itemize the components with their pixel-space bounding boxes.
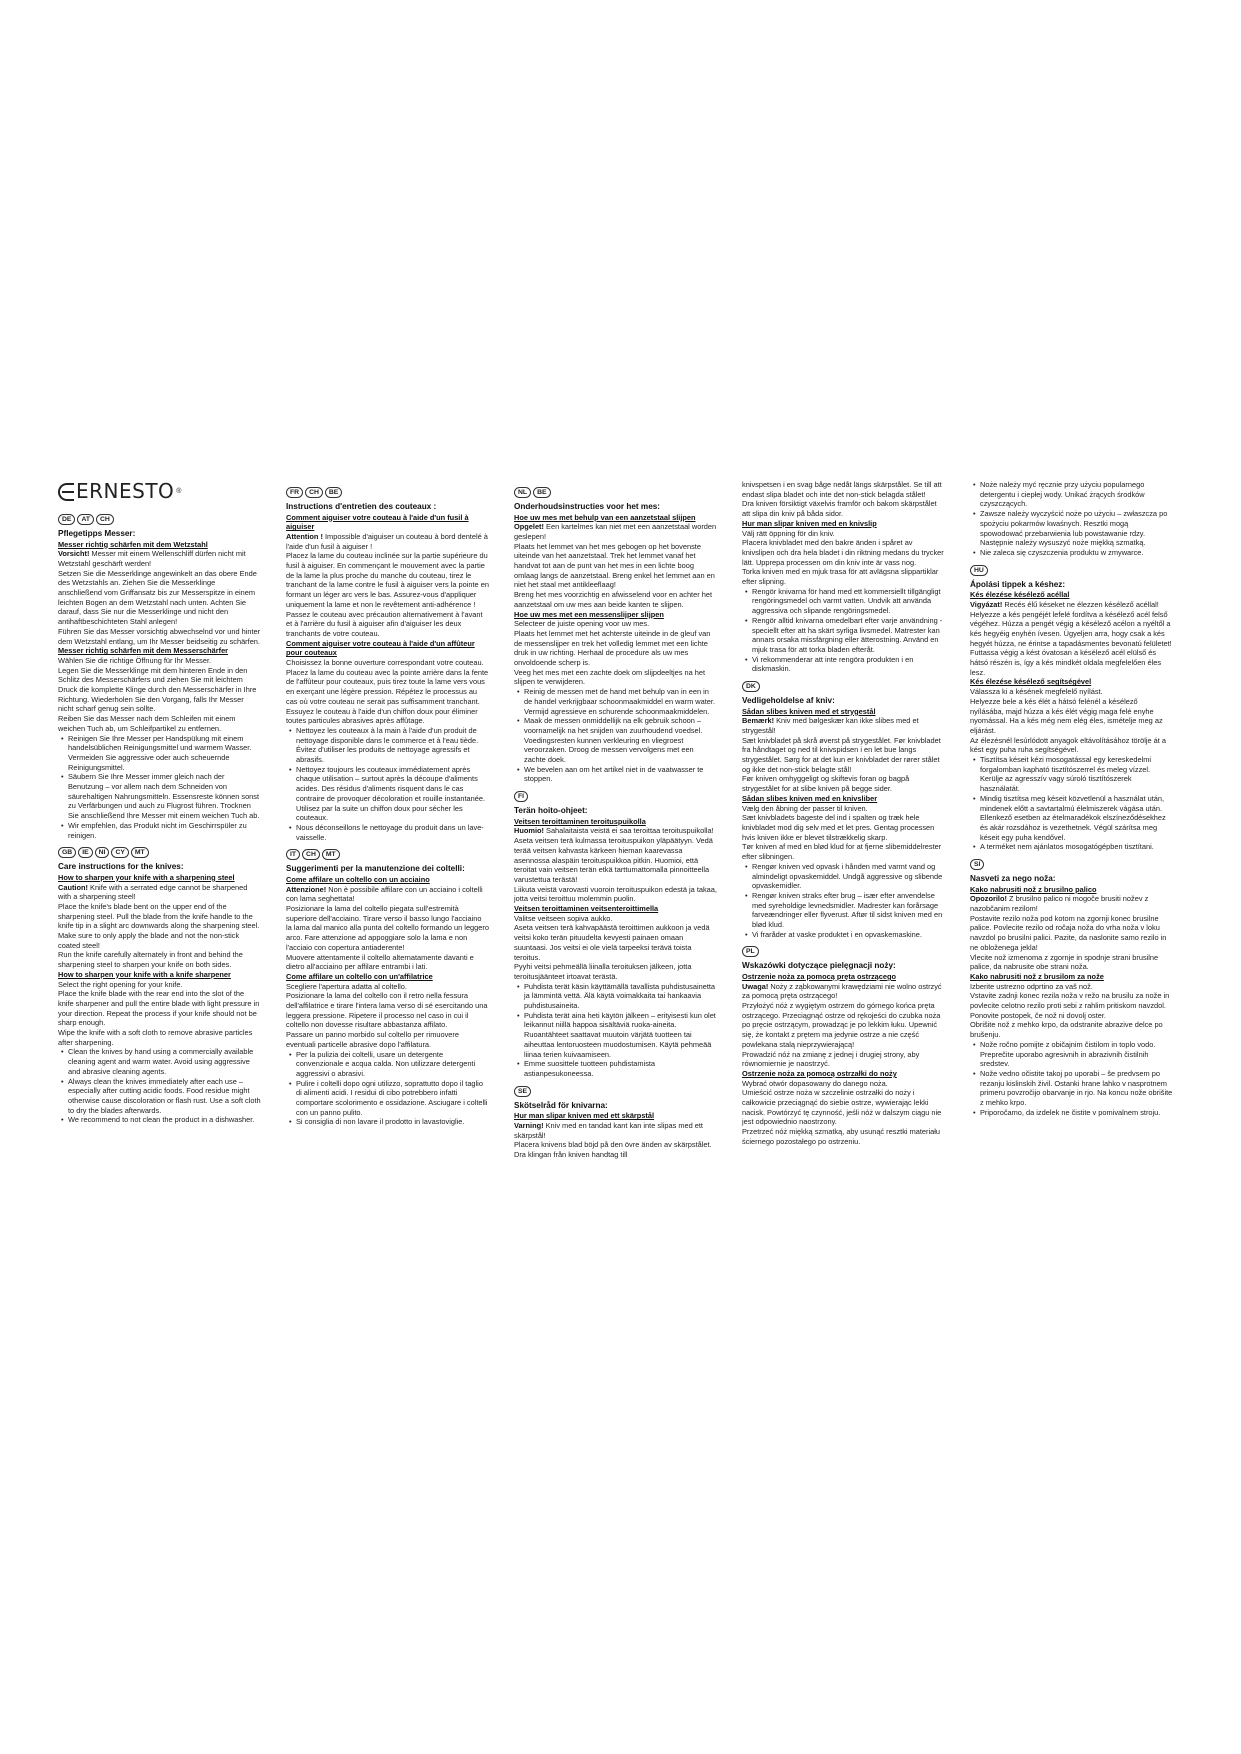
paragraph: Prowadzić nóż na zmianę z jednej i drugiej strony, aby równomiernie je naostrzyć. [742, 1049, 920, 1069]
subsection-heading: Come affilare un coltello con un acciaino [286, 874, 430, 884]
country-badge: MT [131, 847, 149, 858]
paragraph: Posizionare la lama del coltello con il retro nella fessura dell'affilatrice e tirare l'intera lama verso di sé esercitando una leggera pressione. Ripetere il processo nel caso in cui il coltello non dovesse risultare abbastanza affilato. [286, 991, 488, 1030]
bullet-item: • Vi rekommenderar att inte rengöra produkten i en diskmaskin. [742, 655, 945, 674]
section-title: Pflegetipps Messer: [58, 529, 136, 538]
paragraph [286, 885, 489, 904]
country-badge: NI [95, 847, 110, 858]
bullet-item: • Mindig tisztítsa meg késeit közvetlenül a használat után, mindenek előtt a savtartalmú élelmiszerek vágása után. Ellenkező esetben az ételmaradékok elszíneződésekhez és akár rozsdához is vezethetnek. Végül szárítsa meg késeit egy puha kendővel. [970, 794, 1173, 843]
bullet-item: • Wir empfehlen, das Produkt nicht im Geschirrspüler zu reinigen. [58, 821, 261, 840]
paragraph: Passare un panno morbido sul coltello per rimuovere eventuali particelle abrasive dopo l'affilatura. [286, 1030, 459, 1049]
country-badge: PL [742, 946, 759, 957]
paragraph: Futtassa végig a kést óvatosan a késélező acél elülső és hátsó részén is, így a kés mindkét oldala megfelelően éles lesz. [970, 648, 1162, 677]
caution-text: Knife with a serrated edge cannot be sharpened with a sharpening steel! [58, 882, 248, 902]
subsection-heading: Kés élezése késélező segítségével [970, 677, 1092, 687]
bullet-item: • Rengör alltid knivarna omedelbart efter varje användning - speciellt efter att ha skärt syrliga livsmedel. Matrester kan annars orsaka missfärgning eller ätterostning. Använd en mjuk trasa för att torka bladen efteråt. [742, 616, 945, 655]
paragraph: Placez la lame du couteau avec la pointe arrière dans la fente de l'affûteur pour couteaux, puis tirez toute la lame vers vous en exerçant une légère pression. Répétez le processus au cas où votre couteau ne serait pas suffisamment tranchant. [286, 667, 489, 706]
language-section [742, 681, 945, 939]
country-badge: CH [302, 849, 320, 860]
paragraph [58, 549, 261, 568]
paragraph: Aseta veitsen terä kahvapäästä teroittimen aukkoon ja vedä veitsi koko terän pituudelta kevyesti painaen omaan suuntaasi. Jos veitsi ei ole vielä tarpeeksi terävä toista teroitus. [514, 923, 710, 962]
section-title: Wskazówki dotyczące pielęgnacji noży: [742, 961, 896, 971]
paragraph: Select the right opening for your knife. [58, 979, 183, 989]
bullet-item: • Per la pulizia dei coltelli, usare un detergente convenzionale e acqua calda. Non utilizzare detergenti aggressivi o abrasivi. [286, 1050, 489, 1079]
country-badge: AT [77, 514, 94, 525]
caution-label: Varning! [514, 1120, 544, 1130]
paragraph: Plaats het lemmet met het achterste uiteinde in de gleuf van de messenslijper en trek het volledig lemmet met een lichte druk in uw richting. Herhaal de procedure als uw mes onvoldoende scherp is. [514, 628, 711, 668]
caution-text: Messer mit einem Wellenschliff dürfen nicht mit Wetzstahl geschärft werden! [58, 549, 246, 568]
country-badge: SI [970, 859, 984, 870]
country-badge: FR [286, 487, 303, 498]
bullet-item: • Clean the knives by hand using a commercially available cleaning agent and warm water. Avoid using aggressive and abrasive cleaning agents. [58, 1047, 261, 1076]
subsection-heading: Hur man slipar kniven med ett skärpstål [514, 1111, 655, 1121]
country-badge: GB [58, 847, 76, 858]
subsection-heading: Ostrzenie noża za pomocą ostrzałki do noży [742, 1068, 897, 1078]
bullet-item: • Si consiglia di non lavare il prodotto in lavastoviglie. [286, 1117, 489, 1127]
subsection-heading: Hoe uw mes met een messenslijper slijpen [514, 609, 664, 619]
country-badge: CY [111, 847, 128, 858]
caution-text: Kniv med bølgeskær kan ikke slibes med et strygestål! [742, 716, 919, 735]
paragraph: Før kniven omhyggeligt og skiftevis foran og bagpå strygestålet for at slibe kniven på begge sider. [742, 774, 910, 794]
column-4 [742, 480, 945, 1151]
section-title: Ápolási tippek a késhez: [970, 579, 1066, 589]
country-badge: NL [514, 487, 531, 498]
subsection-heading: Comment aiguiser votre couteau à l'aide d'un affûteur pour couteaux [286, 638, 475, 658]
country-badge: CH [96, 514, 114, 525]
country-badges [514, 487, 717, 500]
country-badge: FI [514, 791, 528, 802]
subsection-heading: Hur man slipar kniven med en knivslip [742, 518, 877, 528]
caution-label: Vorsicht! [58, 549, 90, 559]
bullet-item: • Reinigen Sie Ihre Messer per Handspülung mit einem handelsüblichen Reinigungsmittel und warmem Wasser. Vermeiden Sie aggressive oder auch scheuernde Reinigungsmittel. [58, 734, 261, 773]
caution-text: Sahalaitaista veistä ei saa teroittaa teroituspuikolla! [543, 826, 714, 836]
bullet-item: • Always clean the knives immediately after each use – especially after cutting acidic foods. Food residue might otherwise cause discoloration or flash rust. Use a soft cloth to dry the blades afterwards. [58, 1077, 261, 1116]
paragraph: Veeg het mes met een zachte doek om slijpdeeltjes na het slijpen te verwijderen. [514, 667, 706, 687]
country-badge: IE [78, 847, 92, 858]
subsection-heading: Kés élezése késélező acéllal [970, 590, 1070, 600]
bullet-item: • Puhdista terät aina heti käytön jälkeen – erityisesti kun olet leikannut niillä happoa sisältäviä ruoka-aineita. Ruoantähteet saattavat muutoin värjätä tuotteen tai aiheuttaa lentoruosteen muodostumisen. Käytä pehmeää liinaa terien kuivaamiseen. [514, 1011, 717, 1060]
paragraph: Válassza ki a késének megfelelő nyílást. [970, 687, 1103, 697]
subsection-heading: How to sharpen your knife with a knife sharpener [58, 969, 231, 979]
paragraph: Välj rätt öppning för din kniv. [742, 528, 835, 538]
paragraph: Aseta veitsen terä kulmassa teroituspuikon yläpäätyyn. Vedä terää veitsen kahvasta kärkeen hieman kaarevassa asennossa alaspäin teroituspuikkoa pitkin. Huomioi, että teroitat vain veitsen terän etkä tarttumattomalla pinnoitteella varustettua terästä! [514, 836, 713, 884]
paragraph: Torka kniven med en mjuk trasa för att avlägsna slippartiklar efter slipning. [742, 567, 939, 587]
section-title: Vedligeholdelse af kniv: [742, 696, 835, 706]
bullet-item: • Priporočamo, da izdelek ne čistite v pomivalnem stroju. [970, 1108, 1173, 1118]
subsection-heading: Veitsen teroittaminen teroituspuikolla [514, 816, 646, 826]
bullet-item: • Emme suosittele tuotteen puhdistamista astianpesukoneessa. [514, 1059, 717, 1078]
paragraph: Selecteer de juiste opening voor uw mes. [514, 619, 650, 629]
country-badge: BE [533, 487, 550, 498]
bullet-item: • Reinig de messen met de hand met behulp van in een in de handel verkrijgbaar schoonmaakmiddel en warm water. Vermijd agressieve en schurende schoonmaakmiddelen. [514, 687, 717, 716]
paragraph: Obrišite nož z mehko krpo, da odstranite abrazive delce po brušenju. [970, 1020, 1163, 1040]
bullet-item: • A terméket nem ajánlatos mosogatógépben tisztítani. [970, 842, 1173, 852]
bullet-item: • Rengør kniven straks efter brug – især efter anvendelse med syreholdige levnedsmidler. Madrester kan forårsage farveændringer eller flyverust. Aftør til sidst kniven med en blød klud. [742, 891, 945, 930]
language-section [286, 849, 489, 1127]
caution-text: Noży z ząbkowanymi krawędziami nie wolno ostrzyć za pomocą pręta ostrzącego! [742, 981, 942, 1001]
language-section [514, 1086, 717, 1160]
country-badge: DK [742, 681, 760, 692]
caution-label: Bemærk! [742, 716, 775, 726]
country-badge: HU [970, 565, 988, 576]
column-2 [286, 480, 489, 1131]
paragraph: Sæt knivbladet på skrå øverst på strygestålet. Før knivbladet fra håndtaget og ned til knivspidsen i en let bue langs strygestålet. Sørg for at det kun er knivbladet der rører stålet og ikke det non-stick belagte stål! [742, 735, 941, 774]
paragraph [742, 982, 945, 1001]
subsection-heading: Kako nabrusiti nož z brusilno palico [970, 884, 1097, 894]
paragraph: Izberite ustrezno odprtino za vaš nož. [970, 981, 1093, 991]
bullet-item: • Säubern Sie Ihre Messer immer gleich nach der Benutzung – vor allem nach dem Schneiden von säurehaltigen Nahrungsmitteln. Essensreste können sonst zu Verfärbungen und auch zu Flugrost führen. Trocknen Sie anschließend Ihre Messer mit einem weichen Tuch ab. [58, 772, 261, 821]
paragraph: Dra kniven försiktigt växelvis framför och bakom skärpstålet att slipa din kniv på båda sidor. [742, 499, 937, 519]
bullet-item: • Nettoyez toujours les couteaux immédiatement après chaque utilisation – surtout après la découpe d'aliments acides. Des résidus d'aliments risquent dans le cas contraire de provoquer décoloration et rouille instantanée. Utilisez par la suite un chiffon doux pour sécher les couteaux. [286, 765, 489, 823]
bullet-item: • Rengør kniven ved opvask i hånden med varmt vand og almindeligt opvaskemiddel. Undgå aggressive og slibende opvaskemidler. [742, 862, 945, 891]
paragraph: Reiben Sie das Messer nach dem Schleifen mit einem weichen Tuch ab, um Schleifpartikel zu entfernen. [58, 714, 236, 733]
paragraph [514, 522, 717, 541]
paragraph: Umieścić ostrze noża w szczelinie ostrzałki do noży i całkowicie przeciągnąć do siebie ostrze, wywierając lekki nacisk. Powtórzyć tę czynność, jeśli nóż w dalszym ciągu nie jest odpowiednio naostrzony. [742, 1088, 942, 1127]
caution-text: Z brusilno palico ni mogoče brusiti nožev z nazobčanim rezilom! [970, 894, 1149, 914]
country-badge: IT [286, 849, 300, 860]
language-section [514, 791, 717, 1078]
bullet-item: • Tisztítsa késeit kézi mosogatással egy kereskedelmi forgalomban kapható tisztítószerrel és meleg vízzel. Kerülje az agresszív vagy súroló tisztítószerek használatát. [970, 755, 1173, 794]
caution-label: Attenzione! [286, 884, 327, 894]
bullet-item: • Nože ročno pomijte z običajnim čistilom in toplo vodo. Preprečite uporabo agresivnih in abrazivnih čistilnih sredstev. [970, 1040, 1173, 1069]
caution-text: Kniv med en tandad kant kan inte slipas med ett skärpstål! [514, 1120, 703, 1140]
language-section [970, 565, 1173, 852]
bullet-item: • Nože vedno očistite takoj po uporabi – še predvsem po rezanju kislinskih živil. Ostanki hrane lahko v nasprotnem primeru povzročijo obarvanje in rjo. Na koncu nože obrišite z mehko krpo. [970, 1069, 1173, 1108]
paragraph: Vstavite zadnji konec rezila noža v režo na brusilu za nože in povlecite celotno rezilo proti sebi z rahlim pritiskom navzdol. Ponovite postopek, če nož ni dovolj oster. [970, 991, 1170, 1020]
bullet-item: • Vi fraråder at vaske produktet i en opvaskemaskine. [742, 930, 945, 940]
paragraph: Plaats het lemmet van het mes gebogen op het bovenste uiteinde van het aanzetstaal. Trek het lemmet vanaf het handvat tot aan de punt van het mes in een lichte boog omlaag langs de aanzetstaal. Breng enkel het lemmet aan en niet het staal met antikleeflaag! [514, 541, 715, 590]
language-section [742, 480, 945, 674]
paragraph [514, 826, 717, 836]
caution-text: Impossible d'aiguiser un couteau à bord dentelé à l'aide d'un fusil à aiguiser ! [286, 531, 488, 551]
paragraph: Breng het mes voorzichtig en afwisselend voor en achter het aanzetstaal om uw mes aan beide kanten te slijpen. [514, 590, 713, 609]
subsection-heading: Messer richtig schärfen mit dem Messerschärfer [58, 646, 229, 656]
country-badges [58, 514, 261, 527]
paragraph: Führen Sie das Messer vorsichtig abwechselnd vor und hinter dem Wetzstahl entlang, um Ihr Messer beidseitig zu schärfen. [58, 626, 261, 646]
section-title: Nasveti za nego noža: [970, 874, 1056, 884]
country-badges [58, 847, 261, 860]
country-badge: BE [325, 487, 342, 498]
section-title: Terän hoito-ohjeet: [514, 806, 588, 816]
section-title: Suggerimenti per la manutenzione dei coltelli: [286, 864, 465, 874]
country-badges [742, 946, 945, 959]
subsection-heading: Comment aiguiser votre couteau à l'aide d'un fusil à aiguiser [286, 512, 469, 532]
brand-name: ERNESTO [76, 479, 175, 504]
caution-label: Opgelet! [514, 522, 544, 532]
caution-label: Vigyázat! [970, 599, 1003, 609]
brand-logo [58, 480, 261, 504]
country-badges [970, 859, 1173, 872]
bullet-item: • We recommend to not clean the product in a dishwasher. [58, 1115, 261, 1125]
paragraph: Essuyez le couteau à l'aide d'un chiffon doux pour éliminer toutes particules abrasives après affûtage. [286, 706, 478, 726]
language-section [970, 480, 1173, 558]
caution-label: Attention ! [286, 531, 323, 541]
caution-text: Recés élű késeket ne élezzen késélező acéllal! [1002, 599, 1159, 609]
paragraph: Scegliere l'apertura adatta al coltello. [286, 981, 407, 991]
paragraph: Valitse veitseen sopiva aukko. [514, 913, 613, 923]
country-badge: DE [58, 514, 75, 525]
paragraph: Placez la lame du couteau inclinée sur la partie supérieure du fusil à aiguiser. En commençant le mouvement avec la partie de la lame la plus proche du manche du couteau, tirez le tranchant de la lame contre le fusil à aiguiser vers la pointe en formant un léger arc vers le bas. Assurez-vous d'appliquer uniquement la lame et non le revêtement anti-adhérence ! [286, 551, 489, 609]
paragraph: Postavite rezilo noža pod kotom na zgornji konec brusilne palice. Povlecite rezilo od ročaja noža do vrha noža v loku navzdol po brusilni palici. Pazite, da naslonite samo rezilo in ne obloženega jekla! [970, 913, 1167, 952]
language-section [58, 514, 261, 840]
bullet-item: • Nous déconseillons le nettoyage du produit dans un lave-vaisselle. [286, 823, 489, 842]
paragraph [58, 883, 261, 902]
paragraph: Vlecite nož izmenoma z zgornje in spodnje strani brusilne palice, da nabrusite obe strani noža. [970, 952, 1159, 972]
caution-label: Uwaga! [742, 981, 769, 991]
bullet-item: • Noże należy myć ręcznie przy użyciu popularnego detergentu i ciepłej wody. Unikać żrących środków czyszczących. [970, 480, 1173, 509]
bullet-item: • We bevelen aan om het artikel niet in de vaatwasser te stoppen. [514, 765, 717, 784]
paragraph [286, 532, 489, 551]
paragraph: Przyłożyć nóż z wygiętym ostrzem do górnego końca pręta ostrzącego. Przeciągnąć ostrze od rękojeści do czubka noża po pręcie ostrzącym, prowadząc je po lekkim łuku. Upewnić się, że kontakt z prętem ma jedynie ostrze a nie część powlekana stalą nieprzywierającą! [742, 1001, 941, 1049]
caution-label: Opozorilo! [970, 894, 1007, 904]
paragraph: Run the knife carefully alternately in front and behind the sharpening steel to sharpen your knife on both sides. [58, 950, 243, 970]
paragraph: Place the knife's blade bent on the upper end of the sharpening steel. Pull the blade from the knife handle to the knife tip in a slight arc downwards along the sharpening steel. Make sure to only apply the blade and not the non-stick coated steel! [58, 901, 260, 950]
paragraph: Wählen Sie die richtige Öffnung für Ihr Messer. [58, 655, 212, 665]
language-section [514, 487, 717, 784]
country-badges [514, 791, 717, 804]
country-badges [514, 1086, 717, 1099]
country-badge: MT [322, 849, 340, 860]
paragraph: Placera knivbladet med den bakre änden i spåret av knivslipen och dra hela bladet i din riktning medans du trycker lätt. Upprepa processen om din kniv inte är vass nog. [742, 538, 944, 567]
country-badges [286, 487, 489, 500]
bullet-item: • Zawsze należy wyczyścić noże po użyciu – zwłaszcza po spożyciu pokarmów kwaśnych. Resztki mogą spowodować przebarwienia lub powstawanie rdzy. Następnie należy wysuszyć noże miękką szmatką. [970, 509, 1173, 548]
paragraph: Posizionare la lama del coltello piegata sull'estremità superiore dell'acciaino. Tirare verso il basso lungo l'acciaino la lama dal manico alla punta del coltello formando un leggero arco. Fare attenzione ad appoggiare solo la lama e non l'acciaio con copertura antiaderente! [286, 904, 489, 952]
subsection-heading: Sådan slibes kniven med en knivsliber [742, 793, 878, 803]
brand-registered-mark: ® [176, 488, 182, 496]
subsection-heading: Hoe uw mes met behulp van een aanzetstaal slijpen [514, 512, 696, 522]
language-section [58, 847, 261, 1125]
paragraph: Choisissez la bonne ouverture correspondant votre couteau. [286, 658, 484, 668]
paragraph: Passez le couteau avec précaution alternativement à l'avant et à l'arrière du fusil à aiguiser afin d'aiguiser les deux tranchants de votre couteau. [286, 609, 483, 638]
section-title: Care instructions for the knives: [58, 862, 184, 872]
paragraph [970, 600, 1173, 610]
subsection-heading: Ostrzenie noża za pomocą pręta ostrzącego [742, 971, 897, 981]
paragraph: Az élezésnél lesúrlódott anyagok eltávolításához törölje át a kést egy puha ruha segítségével. [970, 735, 1166, 755]
paragraph: Helyezze bele a kés élét a hátsó felénél a késélező nyílásába, majd húzza a kés élét végig maga felé enyhe nyomással. Ha a kés még nem elég éles, ismételje meg az eljárást. [970, 696, 1163, 735]
subsection-heading: Messer richtig schärfen mit dem Wetzstahl [58, 539, 208, 549]
caution-text: Non è possibile affilare con un acciaino i coltelli con lama seghettata! [286, 884, 483, 904]
paragraph: Tør kniven af med en blød klud for at fjerne slibemiddelrester efter slibningen. [742, 842, 942, 862]
paragraph: knivspetsen i en svag båge nedåt längs skärpstålet. Se till att endast slipa bladet och inte det non-stick belagda stålet! [742, 480, 942, 499]
subsection-heading: Sådan slibes kniven med et strygestål [742, 706, 876, 716]
paragraph: Wybrać otwór dopasowany do danego noża. [742, 1078, 888, 1088]
column-1 [58, 480, 261, 1129]
paragraph: Setzen Sie die Messerklinge angewinkelt an das obere Ende des Wetzstahls an. Ziehen Sie die Messerklinge anschließend vom Griffansatz bis zur Messerspitze in einem leichten Bogen an dem Wetzstahl nach unten. Achten Sie darauf, dass Sie nur die Messerklinge und nicht den antihaftbeschichteten Stahl anlegen! [58, 568, 257, 627]
bullet-item: • Pulire i coltelli dopo ogni utilizzo, soprattutto dopo il taglio di alimenti acidi. I residui di cibo potrebbero infatti comportare scolorimento e ossidazione. Asciugare i coltelli con un panno pulito. [286, 1079, 489, 1118]
language-section [742, 946, 945, 1146]
country-badges [742, 681, 945, 694]
column-3 [514, 480, 717, 1164]
country-badge: SE [514, 1086, 531, 1097]
caution-label: Caution! [58, 882, 88, 892]
paragraph [514, 1121, 717, 1140]
paragraph: Vælg den åbning der passer til kniven. [742, 803, 868, 813]
paragraph: Helyezze a kés pengéjét lefelé fordítva a késélező acél felső végéhez. Húzza a pengét végig a késélező acélon a nyéltől a kés hegyéig enyhén ívesen. Ügyeljen arra, hogy csak a kés hegyét húzza, ne érintse a tapadásmentes bevonatú felületet! [970, 609, 1172, 648]
subsection-heading: Kako nabrusiti nož z brusilom za nože [970, 971, 1104, 981]
section-title: Onderhoudsinstructies voor het mes: [514, 502, 661, 511]
country-badges [286, 849, 489, 862]
paragraph: Legen Sie die Messerklinge mit dem hinteren Ende in den Schlitz des Messerschärfers und ziehen Sie mit leichtem Druck die komplette Klinge durch den Messerschärfer in Ihre Richtung. Wiederholen Sie den Vorgang, falls Ihr Messer nicht scharf genug sein sollte. [58, 665, 257, 714]
paragraph: Wipe the knife with a soft cloth to remove abrasive particles after sharpening. [58, 1028, 253, 1047]
paragraph: Sæt knivbladets bageste del ind i spalten og træk hele knivbladet mod dig selv med et let pres. Gentag processen hvis kniven ikke er blevet tilstrækkelig skarp. [742, 813, 935, 842]
bullet-item: • Maak de messen onmiddellijk na elk gebruik schoon – voornamelijk na het snijden van zuurhoudend voedsel. Voedingsresten kunnen verkleuring en vliegroest veroorzaken. Droog de messen vervolgens met een zachte doek. [514, 716, 717, 765]
language-section [970, 859, 1173, 1117]
subsection-heading: Veitsen teroittaminen veitsenteroittimella [514, 904, 659, 914]
paragraph: Liikuta veistä varovasti vuoroin teroituspuikon edestä ja takaa, jotta veitsi teroittuu molemmin puolin. [514, 884, 717, 904]
paragraph: Placera knivens blad böjd på den övre änden av skärpstålet. Dra klingan från kniven handtag till [514, 1140, 712, 1159]
paragraph: Pyyhi veitsi pehmeällä liinalla teroituksen jälkeen, jotta teroitusjäänteet irtoavat terästä. [514, 962, 692, 981]
bullet-item: • Puhdista terät käsin käyttämällä tavallista puhdistusainetta ja lämmintä vettä. Älä käytä voimakkaita tai hankaavia puhdistusaineita. [514, 982, 717, 1011]
caution-label: Huomio! [514, 826, 544, 836]
paragraph: Place the knife blade with the rear end into the slot of the knife sharpener and pull the entire blade with light pressure in your direction. Repeat the process if your knife should not be sharp enough. [58, 989, 260, 1028]
section-title: Skötselråd för knivarna: [514, 1100, 608, 1110]
paragraph: Muovere attentamente il coltello alternatamente davanti e dietro all'acciaino per affilare entrambi i lati. [286, 952, 474, 972]
paragraph [970, 894, 1173, 913]
country-badge: CH [305, 487, 323, 498]
caution-text: Een kartelmes kan niet met een aanzetstaal worden geslepen! [514, 522, 717, 541]
bullet-item: • Nie zaleca się czyszczenia produktu w zmywarce. [970, 548, 1173, 558]
brand-logo-icon [58, 483, 74, 501]
column-5 [970, 480, 1173, 1121]
subsection-heading: How to sharpen your knife with a sharpening steel [58, 872, 235, 882]
paragraph: Przetrzeć nóż miękką szmatką, aby usunąć resztki materiału ściernego pozostałego po ostrzeniu. [742, 1127, 940, 1146]
section-title: Instructions d'entretien des couteaux : [286, 502, 437, 511]
language-section [286, 487, 489, 842]
bullet-item: • Rengör knivarna för hand med ett kommersiellt tillgängligt rengöringsmedel och varmt vatten. Undvik att använda aggressiva och slipande rengöringsmedel. [742, 587, 945, 616]
subsection-heading: Come affilare un coltello con un'affilatrice [286, 971, 433, 981]
paragraph [742, 716, 945, 735]
country-badges [970, 565, 1173, 578]
bullet-item: • Nettoyez les couteaux à la main à l'aide d'un produit de nettoyage disponible dans le commerce et à l'eau tiède. Évitez d'utiliser les produits de nettoyage agressifs et abrasifs. [286, 726, 489, 765]
